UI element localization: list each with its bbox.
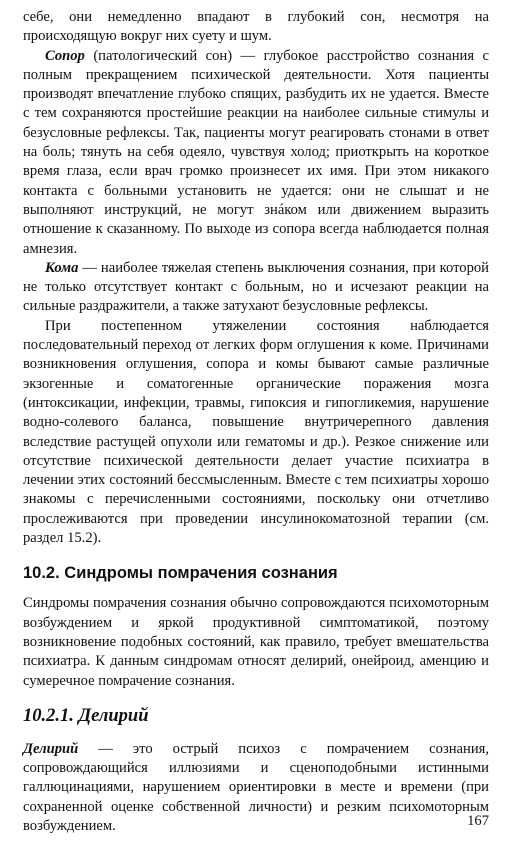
paragraph-sopor xyxy=(23,47,489,259)
page-number: 167 xyxy=(467,813,489,829)
section-heading: 10.2. Синдромы помрачения сознания xyxy=(23,564,338,583)
term-delirium: Делирий xyxy=(23,740,79,757)
book-page xyxy=(23,8,489,838)
paragraph-continuation: себе, они немедленно впадают в глубокий сон, несмотря на происходящую вокруг них суету и шум. xyxy=(23,9,489,45)
paragraph-transition: При постепенном утяжелении состояния наблюдается последовательный переход от легких форм оглушения к коме. Причинами возникновения оглушения, сопора и комы бывают самые различные экзогенные и соматогенные органические поражения мозга (интоксикации, инфекции, травмы, гипоксия и гипогликемия, нарушение водно-солевого баланса, повышение внутричерепного давления вследствие растущей опухоли или гематомы и др.). Резкое снижение или отсутствие психической деятельности делает участие психиатра в лечении этих состояний бессмысленным. Вместе с тем психиатры хорошо знакомы с перечисленными состояниями, поскольку они отчетливо прослеживаются при проведении инсулинокоматозной терапии (см. раздел 15.2). xyxy=(23,317,489,547)
term-sopor: Сопор xyxy=(45,47,85,64)
subsection-heading: 10.2.1. Делирий xyxy=(23,705,149,726)
paragraph-delirium xyxy=(23,740,489,836)
paragraph-sopor-text: (патологический сон) — глубокое расстройство сознания с полным прекращением психической деятельности. Хотя пациенты производят впечатление глубоко спящих, разбудить их не удается. Вместе с тем сохраняются простейшие реакции на наиболее сильные стимулы и безусловные рефлексы. Так, пациенты могут реагировать стонами в ответ на боль; тянуть на себя одеяло, чувствуя холод; приоткрыть на короткое время глаза, если врач громко произнесет их имя. При этом никакого контакта с больными установить не удается: они не слышат и не выполняют инструкций, не могут знáком или движением выразить отношение к сказанному. По выходе из сопора всегда наблюдается полная амнезия. xyxy=(23,47,489,257)
term-coma: Кома xyxy=(45,259,79,276)
paragraph-coma-text: — наиболее тяжелая степень выключения сознания, при которой не только отсутствует контакт с больным, но и исчезают реакции на сильные раздражители, а также затухают безусловные рефлексы. xyxy=(23,259,489,315)
paragraph-clouding-syndromes: Синдромы помрачения сознания обычно сопровождаются психомоторным возбуждением и яркой продуктивной симптоматикой, поэтому возникновение подобных состояний, как правило, требует вмешательства психиатра. К данным синдромам относят делирий, онейроид, аменцию и сумеречное помрачение сознания. xyxy=(23,595,489,689)
paragraph-delirium-text: — это острый психоз с помрачением сознания, сопровождающийся иллюзиями и сценоподобными истинными галлюцинациями, нарушением ориентировки в месте и времени (при сохраненной оценке собственной личности) и резким психомоторным возбуждением. xyxy=(23,740,489,834)
paragraph-coma xyxy=(23,259,489,317)
